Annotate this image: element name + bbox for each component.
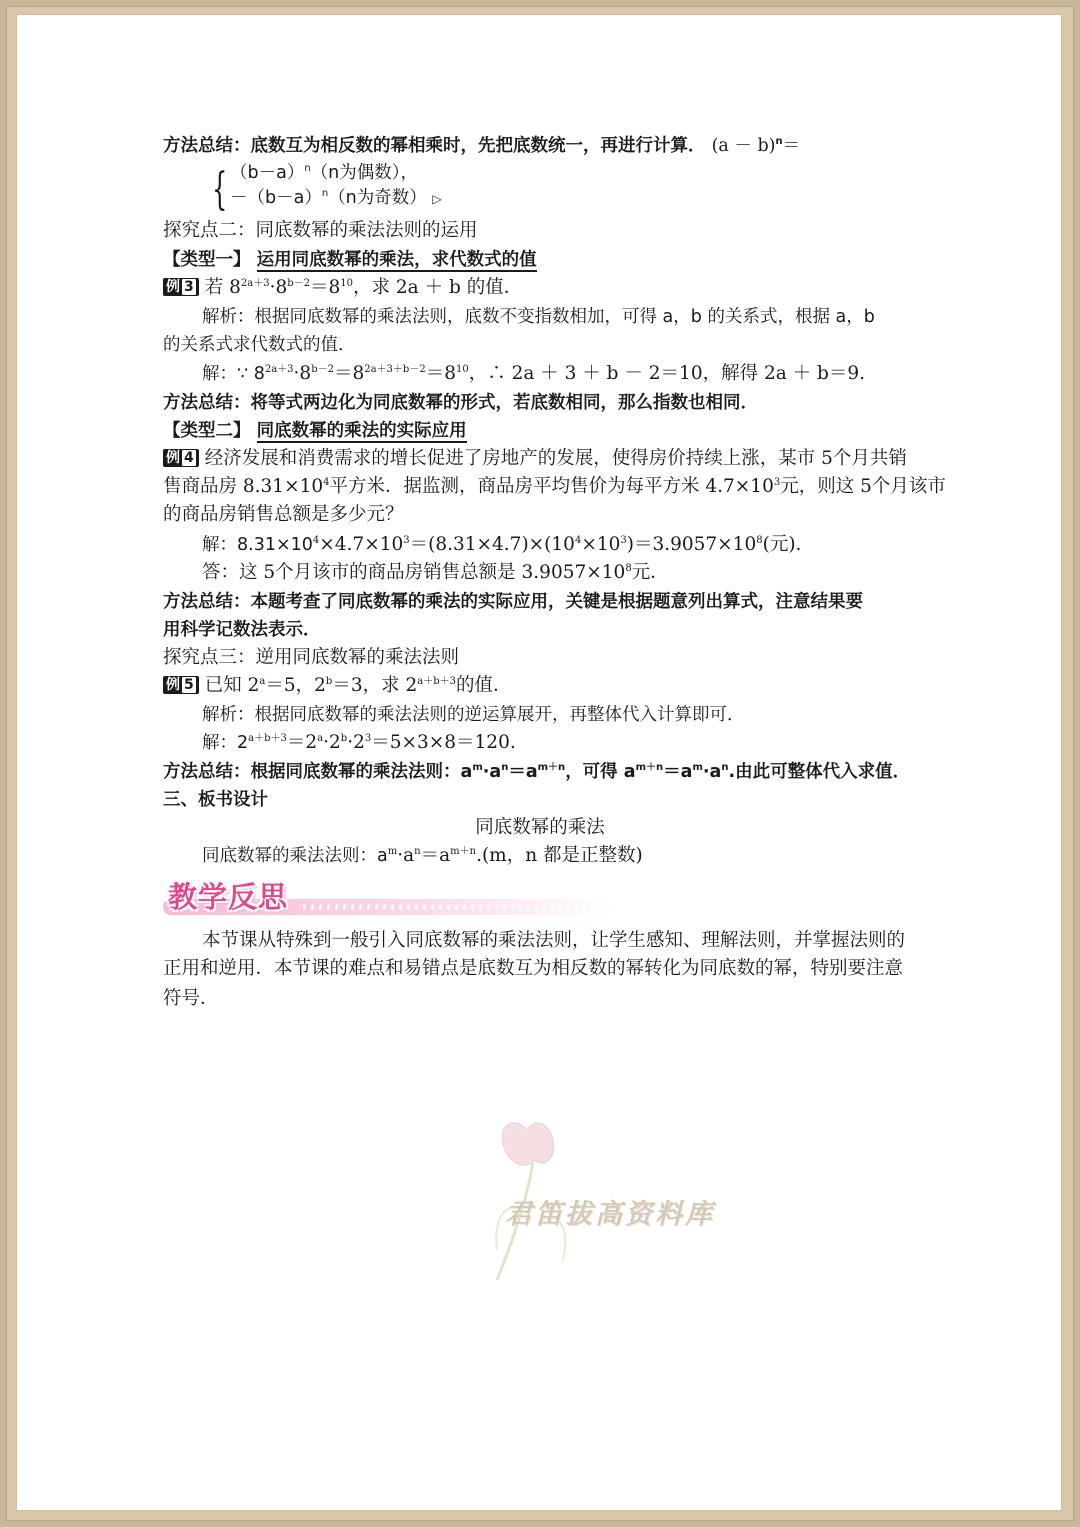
- example-5-solution: 解：$2^{a+b+3}=2^a\cdot 2^b\cdot 2^3=5\times 3\times 8=120$.: [202, 732, 516, 753]
- board-rule: 同底数幂的乘法法则：$a^m\cdot a^n=a^{m+n}.(m$，n 都是正整数): [202, 845, 643, 866]
- case-odd: [230, 185, 442, 212]
- formula-eq: ＝: [782, 136, 801, 156]
- example-4-answer: 答：这 5个月该市的商品房销售总额是 $3.9057\times 10^8$元．: [202, 562, 669, 583]
- formula-a-minus-b: (a － b): [711, 136, 776, 156]
- explore-point-3: 探究点三：逆用同底数幂的乘法法则: [163, 647, 460, 668]
- type-2-label: 【类型二】: [163, 421, 251, 441]
- type-1-heading: [163, 247, 537, 273]
- reflection-line-2: 正用和逆用．本节课的难点和易错点是底数互为相反数的幂转化为同底数的幂，特别要注意: [163, 958, 904, 979]
- case-even: [230, 160, 418, 186]
- example-3: 例 3 若 $8^{2a+3}\cdot 8^{b-2}=8^{10}$，求 2a ＋ b 的值．: [163, 275, 522, 301]
- banner-dots: [303, 904, 603, 910]
- board-title: 同底数幂的乘法: [475, 817, 605, 838]
- example-5-badge: 例 5: [163, 676, 199, 694]
- example-5-method-summary: 方法总结：根据同底数幂的乘法法则：$a^m\cdot a^n=a^{m+n}$，可得 $a^{m+n}=a^m\cdot a^n$.由此可整体代入求值．: [163, 762, 911, 782]
- watermark-text: 君笛拔高资料库: [505, 1199, 715, 1230]
- example-3-solution: 解：∵ $8^{2a+3}\cdot 8^{b-2}=8^{2a+3+b-2}=8^{10}$，∴ 2a ＋ 3 ＋ b － 2＝10，解得 2a ＋ b＝9.: [202, 363, 866, 384]
- reflection-line-1: 本节课从特殊到一般引入同底数幂的乘法法则，让学生感知、理解法则，并掌握法则的: [202, 930, 906, 951]
- example-3-analysis-1: 解析：根据同底数幂的乘法法则，底数不变指数相加，可得 a，b 的关系式，根据 a，b: [202, 307, 875, 327]
- example-3-method-summary: 方法总结：将等式两边化为同底数幂的形式，若底数相同，那么指数也相同．: [163, 393, 758, 413]
- type-1-label: 【类型一】: [163, 250, 251, 270]
- teaching-reflection-banner: [163, 873, 613, 921]
- example-5-analysis: 解析：根据同底数幂的乘法法则的逆运算展开，再整体代入计算即可．: [202, 705, 745, 725]
- case-even-base: （b－a）: [230, 163, 305, 183]
- case-odd-exp: n: [321, 188, 329, 199]
- case-odd-cond: （n为奇数）: [328, 188, 427, 208]
- example-4-method-2: 用科学记数法表示．: [163, 620, 321, 640]
- type-1-title: 运用同底数幂的乘法，求代数式的值: [256, 250, 537, 270]
- triangle-marker-icon: ▷: [432, 192, 442, 206]
- method-summary-1-text: 方法总结：底数互为相反数的幂相乘时，先把底数统一，再进行计算．: [163, 136, 706, 156]
- type-2-heading: [163, 418, 467, 444]
- example-3-analysis-2: 的关系式求代数式的值．: [163, 335, 356, 355]
- example-4-line-1: 例 4 经济发展和消费需求的增长促进了房地产的发展，使得房价持续上涨，某市 5个月共销: [163, 446, 907, 472]
- case-even-exp: n: [304, 163, 311, 174]
- example-4-badge: 例 4: [163, 449, 199, 467]
- explore-point-2: 探究点二：同底数幂的乘法法则的运用: [163, 220, 478, 241]
- example-4-method-1: 方法总结：本题考查了同底数幂的乘法的实际应用，关键是根据题意列出算式，注意结果要: [163, 592, 863, 612]
- example-4-solution: 解：$8.31\times 10^4\times 4.7\times 10^3=(8.31\times 4.7)\times(10^4\times 10^3)=3.9057\times 10^8$(元).: [202, 534, 802, 555]
- example-3-badge: 例 3: [163, 278, 199, 296]
- cases-brace: {: [212, 164, 228, 215]
- section-3-heading: 三、板书设计: [163, 790, 268, 810]
- case-even-cond: （n为偶数），: [310, 163, 419, 183]
- example-4-line-3: 的商品房销售总额是多少元？: [163, 504, 404, 525]
- formula-exp: n: [775, 136, 783, 147]
- reflection-line-3: 符号．: [163, 988, 219, 1009]
- teaching-reflection-title: 教学反思: [168, 880, 289, 914]
- example-5: 例 5 已知 $2^a=5$，$2^b=3$，求 $2^{a+b+3}$的值．: [163, 673, 512, 699]
- case-odd-base: －（b－a）: [230, 188, 322, 208]
- method-summary-1: [163, 133, 800, 159]
- type-2-title: 同底数幂的乘法的实际应用: [256, 421, 467, 441]
- example-4-line-2: 售商品房 $8.31\times 10^4$平方米．据监测，商品房平均售价为每平方米 $4.7\times 10^3$元，则这 5个月该市: [163, 476, 946, 497]
